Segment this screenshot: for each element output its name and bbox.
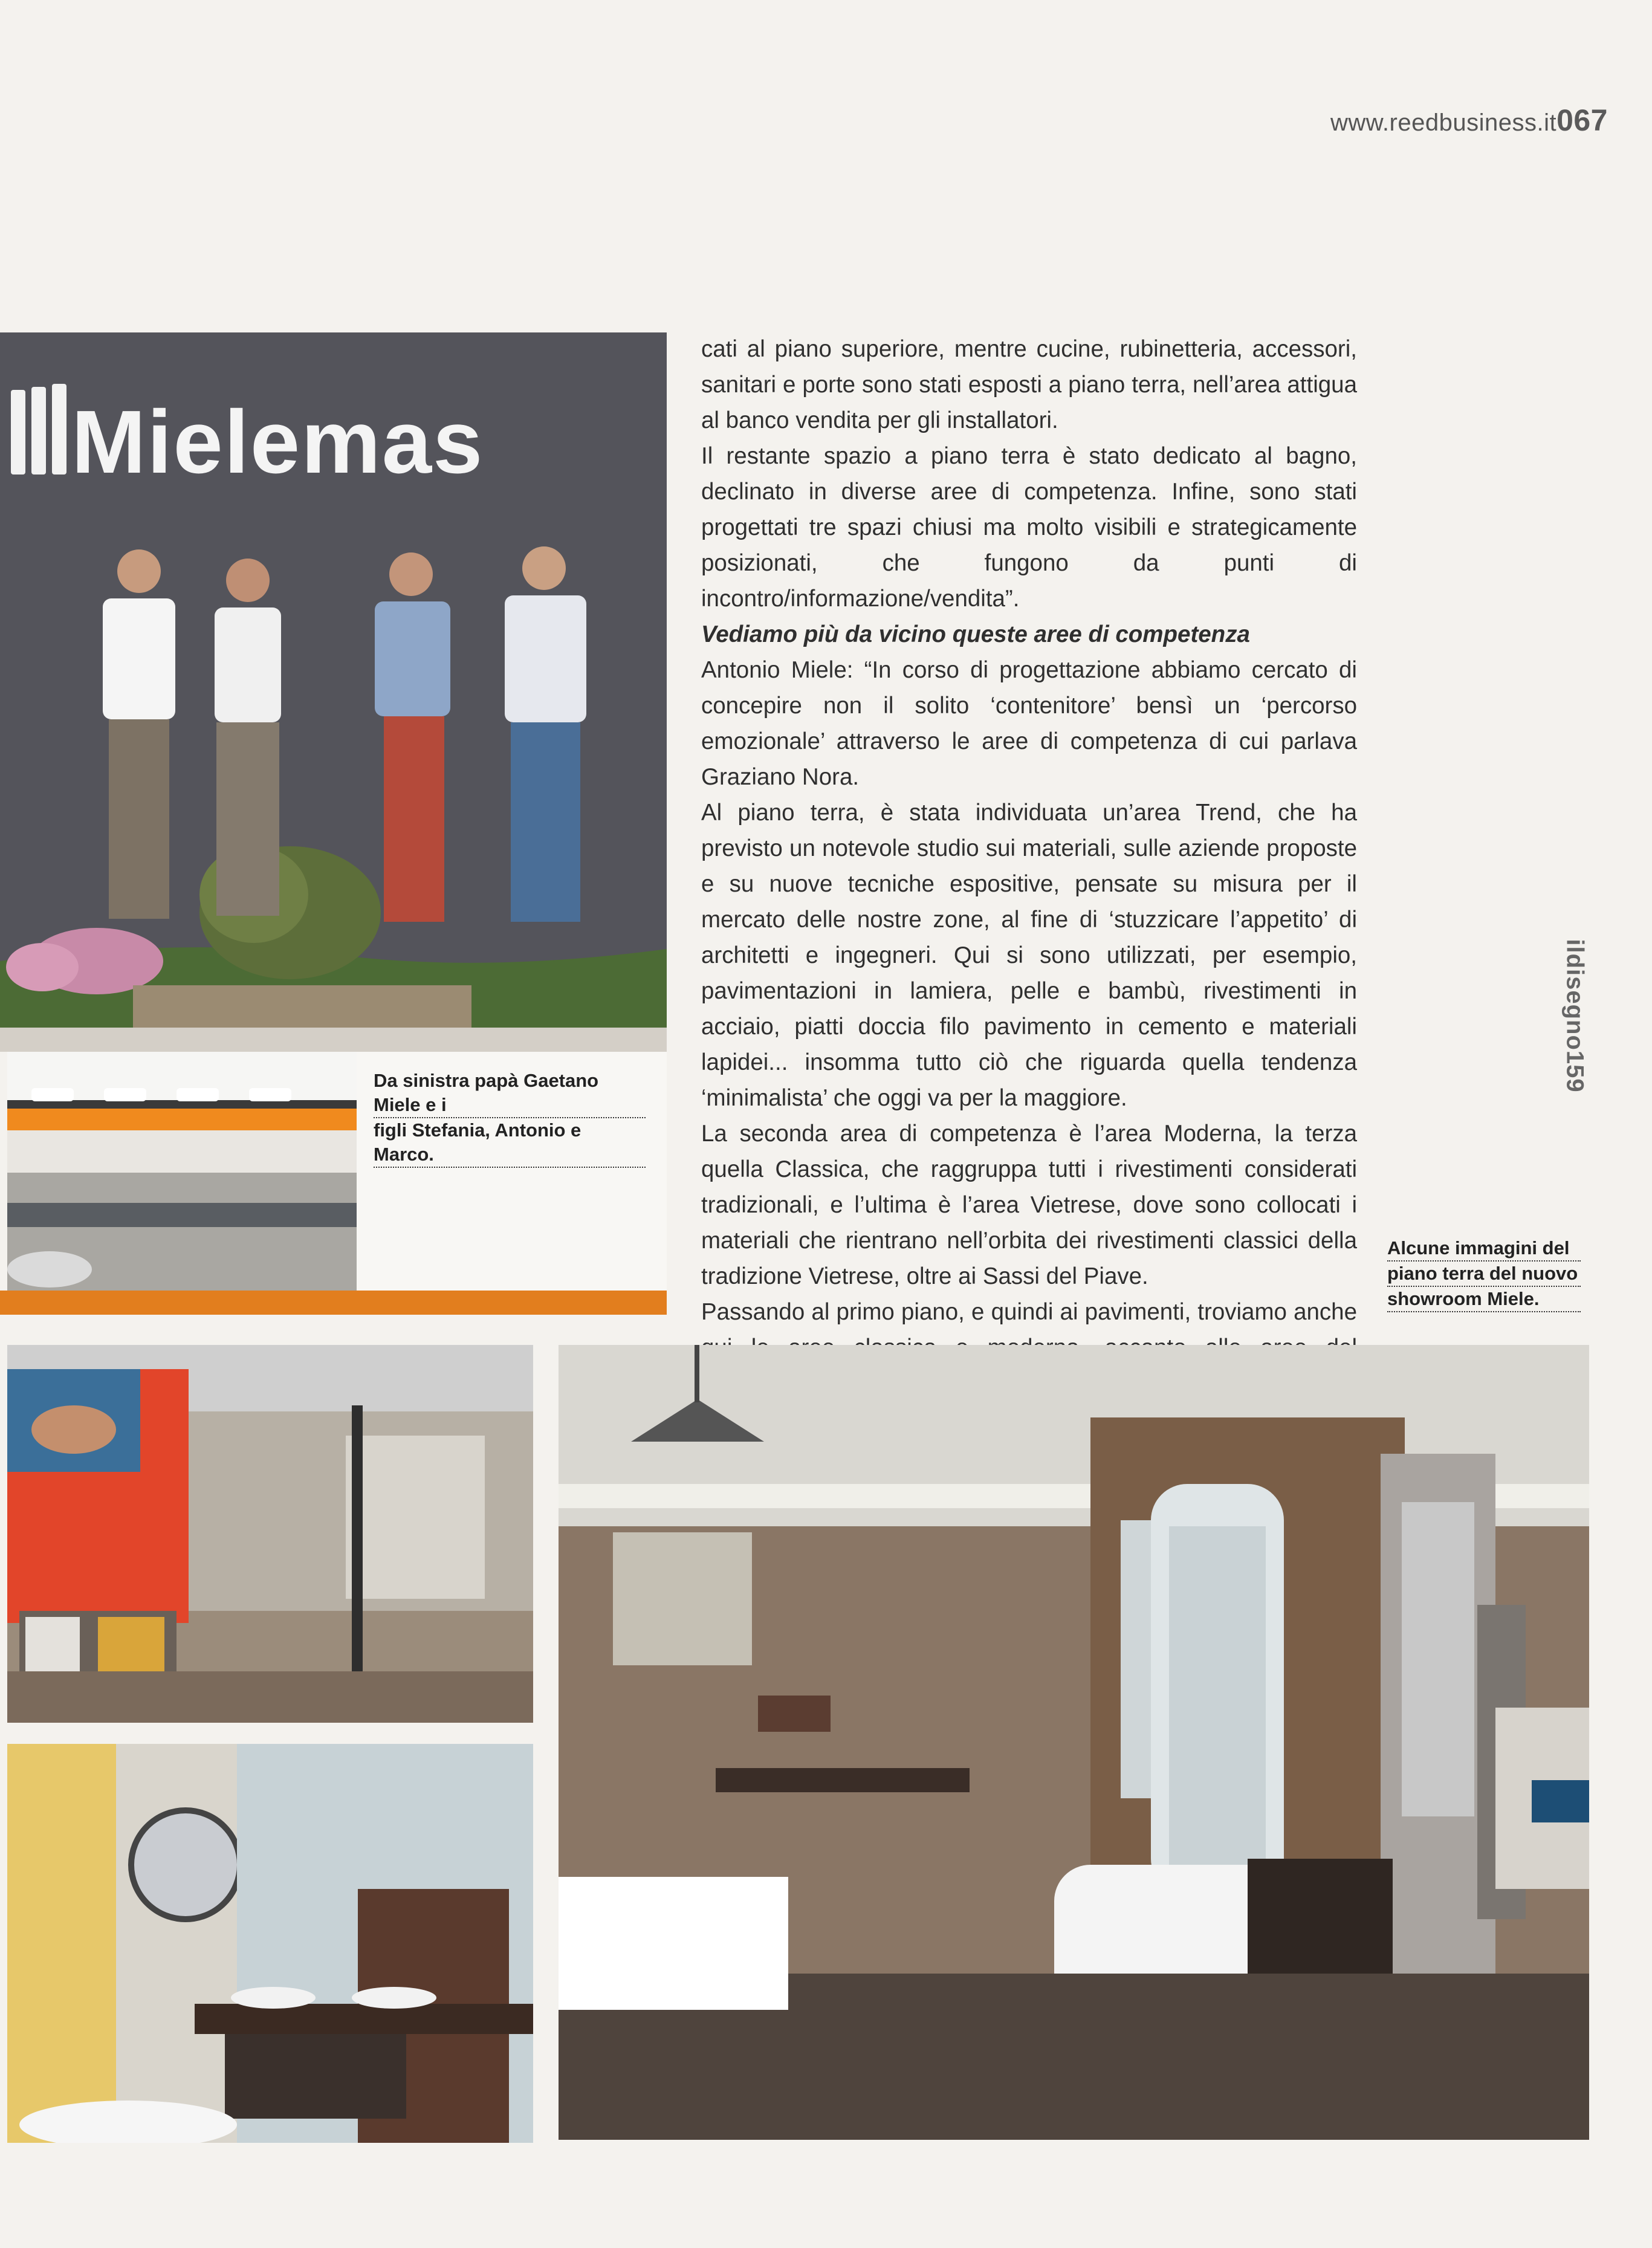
caption-line: figli Stefania, Antonio e Marco. [374,1118,646,1168]
article-subheading: Vediamo più da vicino queste aree di competenza [701,621,1250,647]
caption-line: Alcune immagini del [1387,1236,1581,1262]
caption-family [374,1069,646,1168]
website-url: www.reedbusiness.it [1330,109,1557,136]
caption-line: piano terra del nuovo [1387,1262,1581,1287]
caption-showroom [1387,1236,1581,1312]
showroom-photo [559,1345,1589,2140]
article-body [701,331,1357,1472]
reception-photo [7,1345,533,1723]
article-paragraph: La seconda area di competenza è l’area Moderna, la terza quella Classica, che raggruppa tutti i rivestimenti considerati tradizionali, e l’ultima è l’area Vietrese, dove sono collocati i materiali che rientrano nell’orbita dei rivestimenti classici della tradizione Vietrese, oltre ai Sassi del Piave. [701,1121,1357,1289]
page-header [1330,103,1608,138]
person-gaetano [103,549,175,919]
article-paragraph: Passando al primo piano, e quindi ai pavimenti, troviamo anche [701,1299,1357,1325]
family-photo [0,332,667,1052]
section-tag [1544,919,1605,1112]
page-number: 067 [1556,103,1608,137]
washbasin-photo [7,1744,533,2143]
article-paragraph: Al piano terra, è stata individuata un’area Trend, che ha previsto un notevole studio sui materiali, sulle aziende proposte e su nuove tecniche espositive, pensate su misura per il mercato delle nostre zone, al fine di ‘stuzzicare l’appetito’ di architetti e ingegneri. Qui si sono utilizzati, per esempio, pavimentazioni in lamiera, pelle e bambù, rivestimenti in acciaio, piatti doccia filo pavimento in cemento e materiali lapidei... insomma tutto ciò che riguarda quella tendenza ‘minimalista’ che oggi va per la maggiore. [701,800,1357,1111]
section-tag-text: ildisegno159 [1561,938,1589,1093]
orange-strip [0,1291,667,1315]
person-antonio [375,552,450,922]
person-marco [505,546,586,922]
logo-text: Mielemas [71,392,484,492]
article-paragraph: Il restante spazio a piano terra è stato dedicato al bagno, declinato in diverse aree di competenza. Infine, sono stati progettati tre spazi chiusi ma molto visibili e strategicamente posizionati, che fungono da punti di incontro/informazione/vendita”. [701,443,1357,612]
caption-line: Da sinistra papà Gaetano Miele e i [374,1069,646,1118]
display-photo [7,1052,357,1312]
article-paragraph: Antonio Miele: “In corso di progettazione abbiamo cercato di concepire non il solito ‘contenitore’ bensì un ‘percorso emozionale’ attraverso le aree di competenza di cui parlava Graziano Nora. [701,657,1357,790]
mielemas-logo [11,384,66,475]
person-stefania [215,559,281,916]
article-paragraph: cati al piano superiore, mentre cucine, rubinetteria, accessori, sanitari e porte sono stati esposti a piano terra, nell’area attigua al banco vendita per gli installatori. [701,336,1357,433]
caption-line: showroom Miele. [1387,1287,1581,1312]
